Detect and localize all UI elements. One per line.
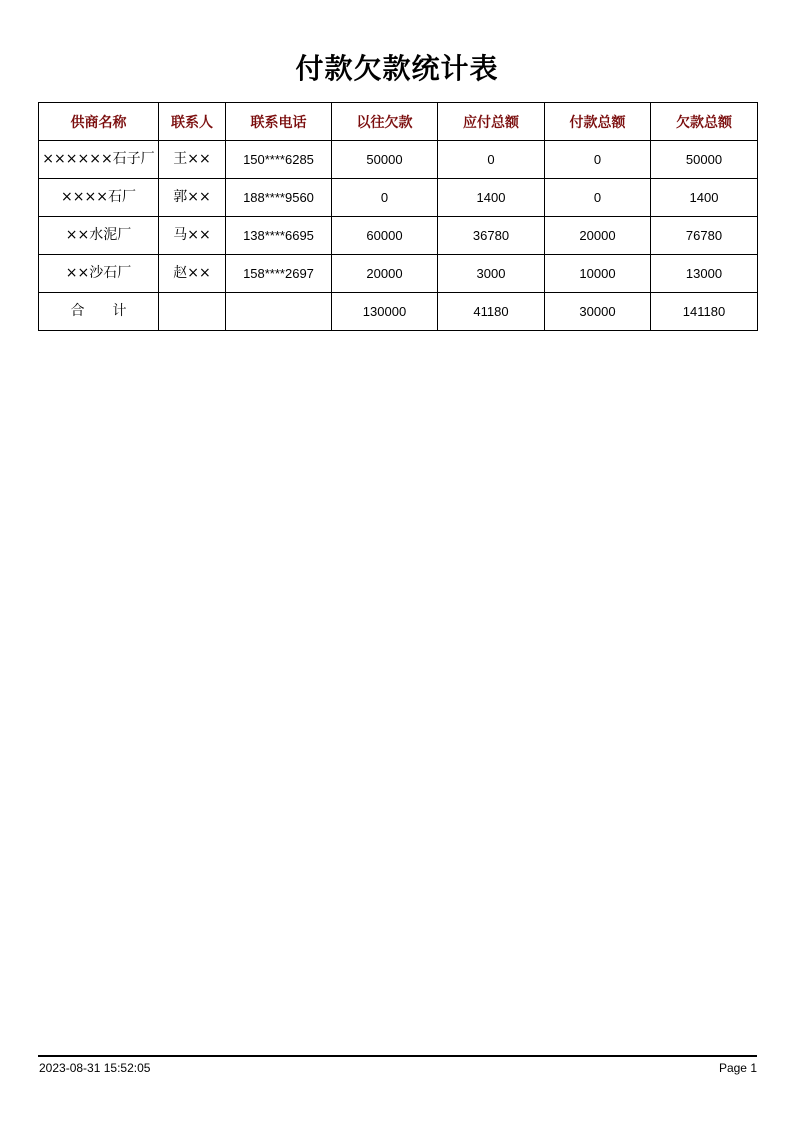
table-row <box>39 255 758 293</box>
previous-debt-cell: 20000 <box>332 255 438 293</box>
contact-cell: 赵×× <box>159 255 226 293</box>
supplier-name-cell: ××××石厂 <box>39 179 159 217</box>
previous-debt-cell: 60000 <box>332 217 438 255</box>
total-payable-total-cell: 41180 <box>438 293 545 331</box>
payable-total-cell: 3000 <box>438 255 545 293</box>
total-label-cell: 合 计 <box>39 293 159 331</box>
paid-total-cell: 10000 <box>545 255 651 293</box>
column-header-contact: 联系人 <box>159 103 226 141</box>
payable-total-cell: 0 <box>438 141 545 179</box>
paid-total-cell: 0 <box>545 179 651 217</box>
payment-debt-table <box>38 102 758 331</box>
contact-cell: 马×× <box>159 217 226 255</box>
phone-cell: 158****2697 <box>226 255 332 293</box>
total-debt-total-cell: 141180 <box>651 293 758 331</box>
debt-total-cell: 76780 <box>651 217 758 255</box>
paid-total-cell: 20000 <box>545 217 651 255</box>
previous-debt-cell: 0 <box>332 179 438 217</box>
footer-timestamp: 2023-08-31 15:52:05 <box>39 1061 151 1075</box>
total-previous-debt-cell: 130000 <box>332 293 438 331</box>
table-row <box>39 141 758 179</box>
table-total-row <box>39 293 758 331</box>
contact-cell: 郭×× <box>159 179 226 217</box>
table-row <box>39 179 758 217</box>
phone-cell: 150****6285 <box>226 141 332 179</box>
debt-total-cell: 1400 <box>651 179 758 217</box>
supplier-name-cell: ××沙石厂 <box>39 255 159 293</box>
previous-debt-cell: 50000 <box>332 141 438 179</box>
paid-total-cell: 0 <box>545 141 651 179</box>
table-header-row <box>39 103 758 141</box>
footer-divider <box>38 1055 757 1057</box>
column-header-paid-total: 付款总额 <box>545 103 651 141</box>
column-header-debt-total: 欠款总额 <box>651 103 758 141</box>
table-row <box>39 217 758 255</box>
debt-total-cell: 50000 <box>651 141 758 179</box>
total-contact-cell <box>159 293 226 331</box>
payable-total-cell: 36780 <box>438 217 545 255</box>
phone-cell: 138****6695 <box>226 217 332 255</box>
column-header-supplier: 供商名称 <box>39 103 159 141</box>
column-header-previous-debt: 以往欠款 <box>332 103 438 141</box>
total-paid-total-cell: 30000 <box>545 293 651 331</box>
column-header-phone: 联系电话 <box>226 103 332 141</box>
page-title: 付款欠款统计表 <box>295 52 499 85</box>
debt-total-cell: 13000 <box>651 255 758 293</box>
total-phone-cell <box>226 293 332 331</box>
column-header-payable-total: 应付总额 <box>438 103 545 141</box>
supplier-name-cell: ××××××石子厂 <box>39 141 159 179</box>
footer-page-number: Page 1 <box>718 1061 757 1075</box>
contact-cell: 王×× <box>159 141 226 179</box>
supplier-name-cell: ××水泥厂 <box>39 217 159 255</box>
payable-total-cell: 1400 <box>438 179 545 217</box>
phone-cell: 188****9560 <box>226 179 332 217</box>
